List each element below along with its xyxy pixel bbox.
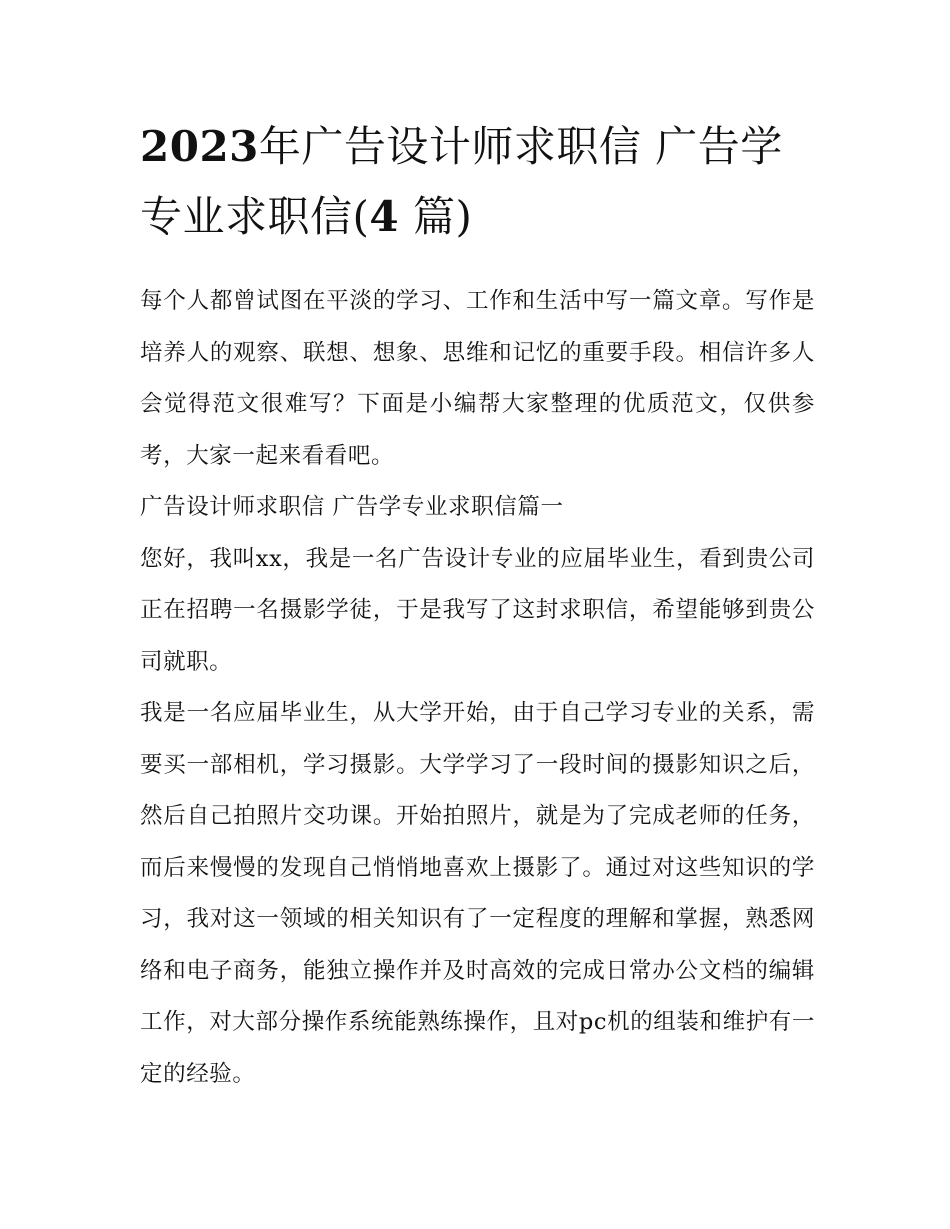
title-suffix: 篇): [399, 192, 473, 241]
greeting-paragraph: 您好，我叫xx，我是一名广告设计专业的应届毕业生，看到贵公司正在招聘一名摄影学徒，于是我写了这封求职信，希望能够到贵公司就职。: [140, 545, 815, 675]
intro-paragraph: 每个人都曾试图在平淡的学习、工作和生活中写一篇文章。写作是培养人的观察、联想、想象、思维和记忆的重要手段。相信许多人会觉得范文很难写？下面是小编帮大家整理的优质范文，仅供参考，大家一起来看看吧。: [140, 288, 815, 469]
section-heading: 广告设计师求职信 广告学专业求职信篇一: [140, 494, 564, 520]
experience-paragraph: 我是一名应届毕业生，从大学开始，由于自己学习专业的关系，需要买一部相机，学习摄影。大学学习了一段时间的摄影知识之后，然后自己拍照片交功课。开始拍照片，就是为了完成老师的任务，而后来慢慢的发现自己悄悄地喜欢上摄影了。通过对这些知识的学习，我对这一领域的相关知识有了一定程度的理解和掌握，熟悉网络和电子商务，能独立操作并及时高效的完成日常办公文档的编辑工作，对大部分操作系统能熟练操作，且对pc机的组装和维护有一定的经验。: [140, 700, 816, 1087]
title-year: 2023: [140, 122, 259, 171]
title-text: 年广告设计师求职信 广告学专业求职信(: [140, 122, 783, 241]
document-body: [140, 276, 815, 1100]
title-count: 4: [369, 192, 400, 241]
document-title: [140, 112, 820, 252]
